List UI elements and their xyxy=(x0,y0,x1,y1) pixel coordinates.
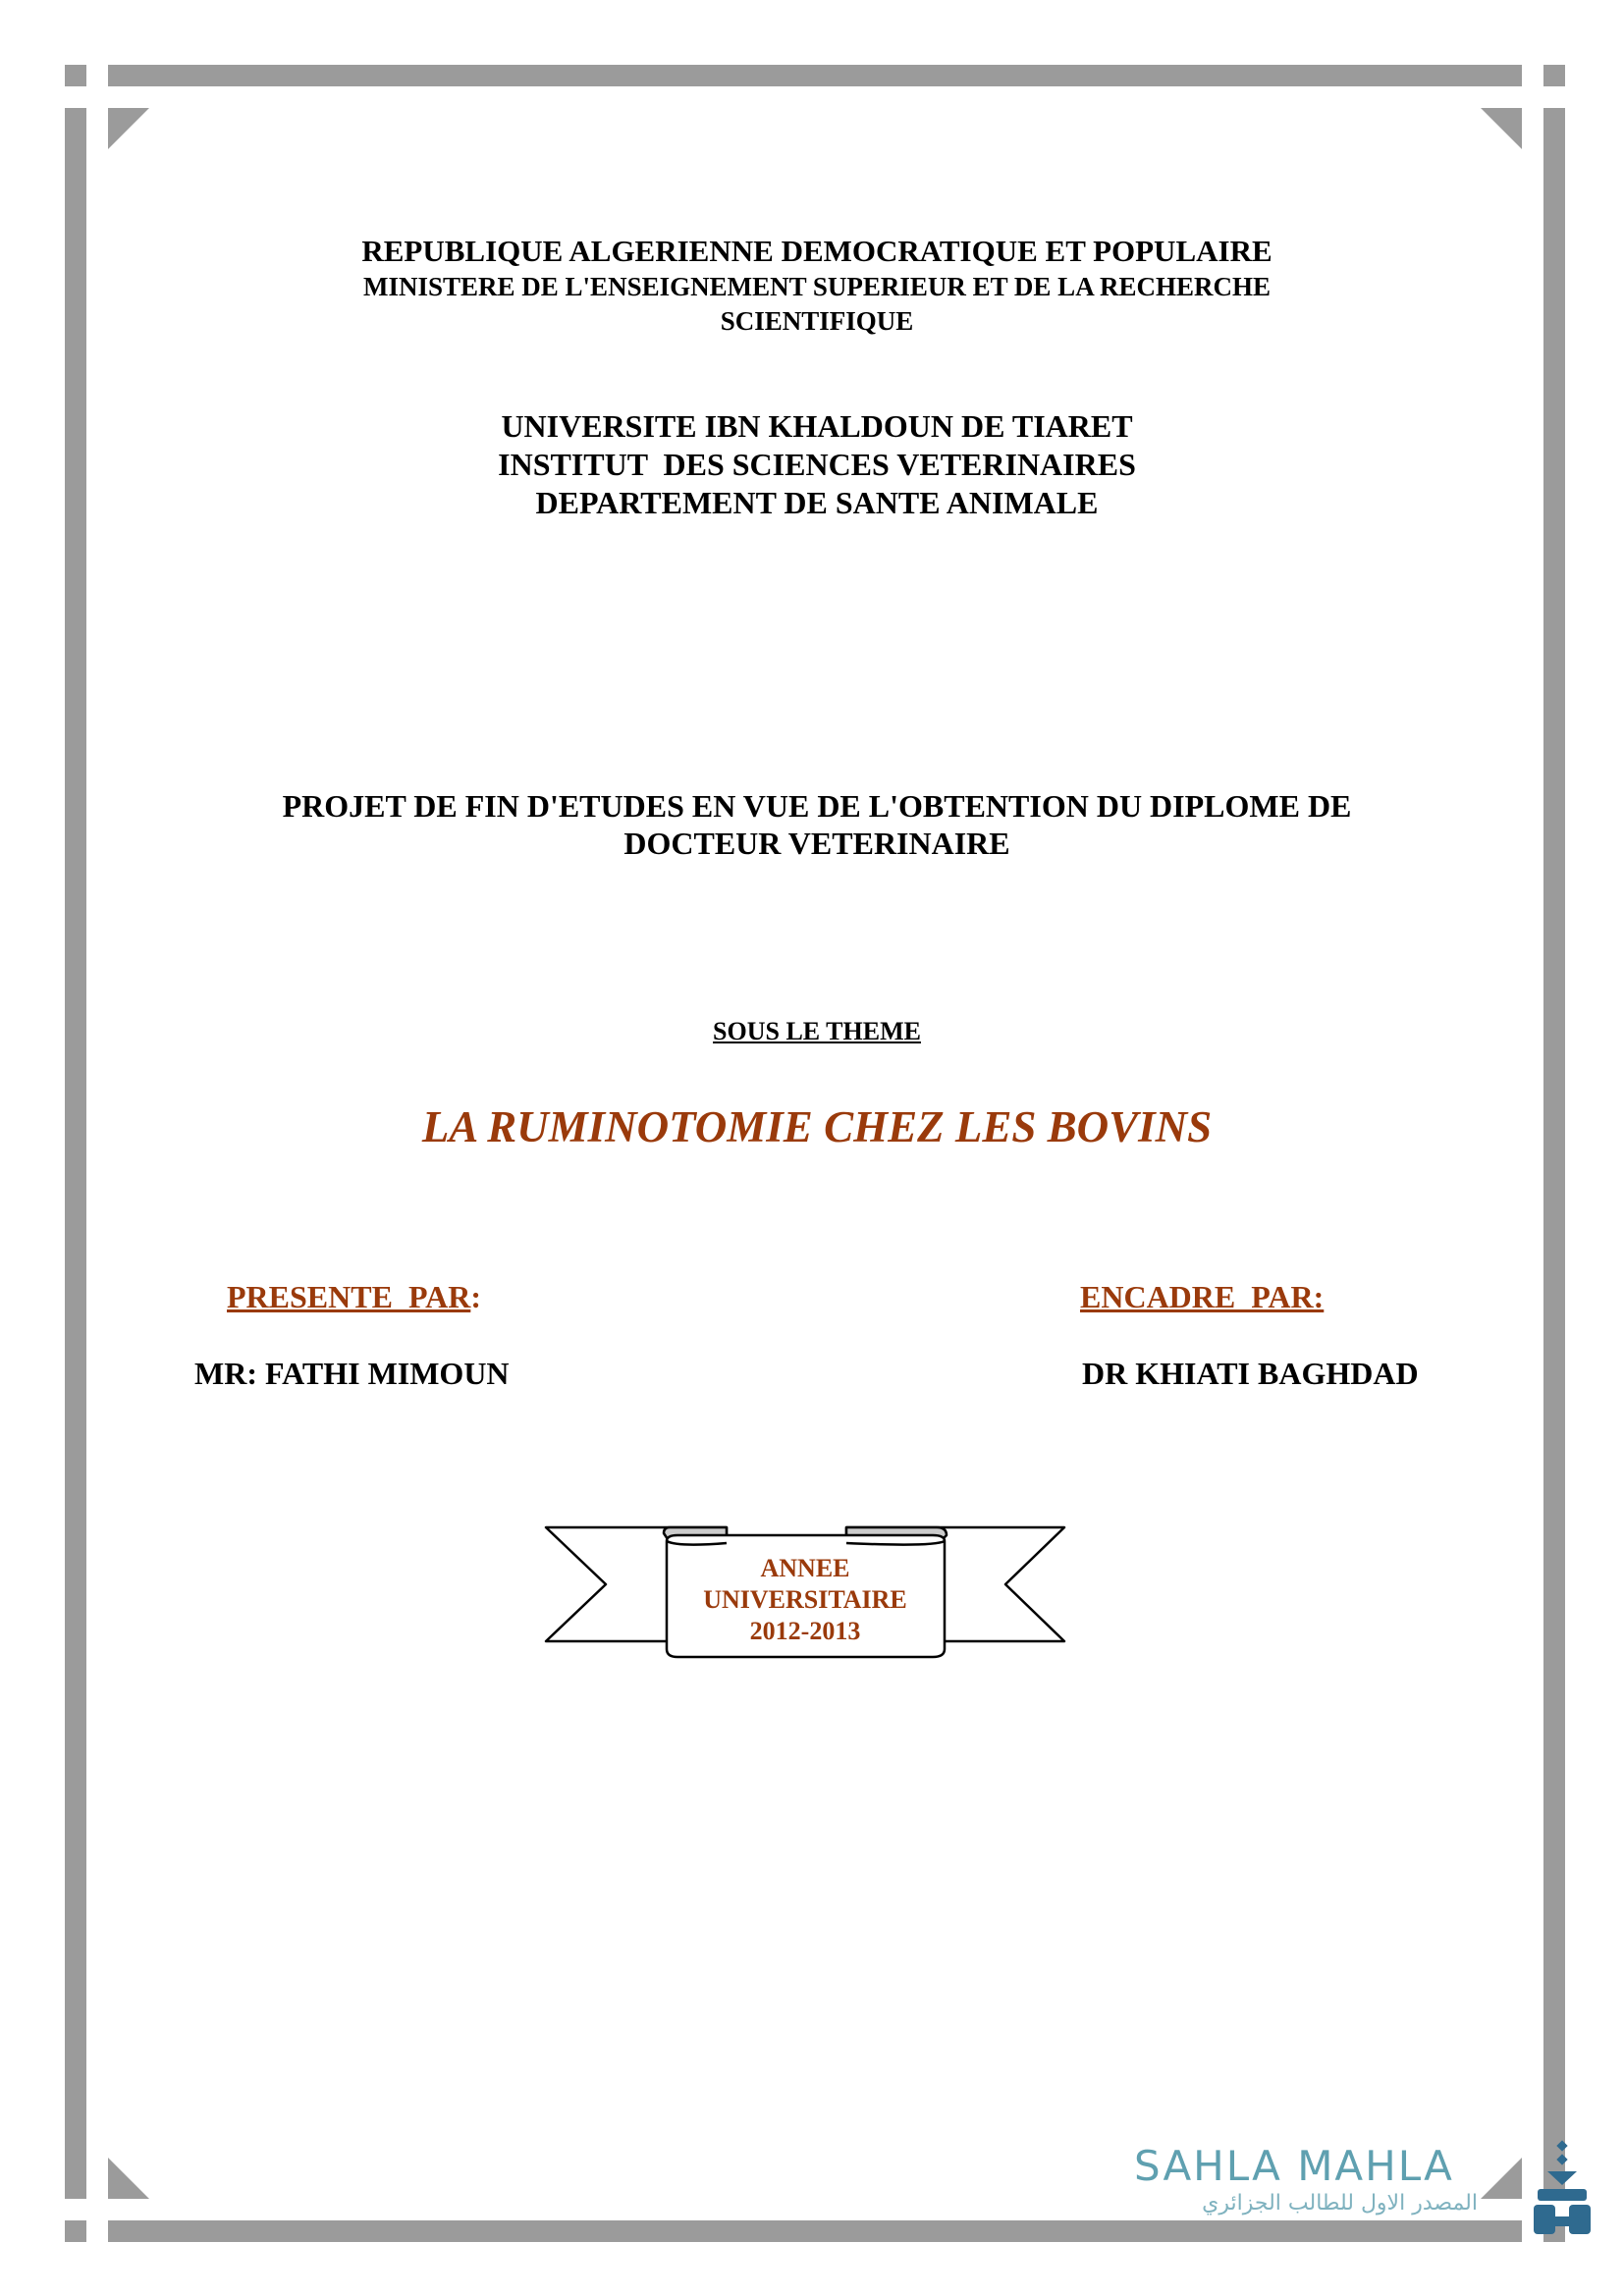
supervisor-name: DR KHIATI BAGHDAD xyxy=(1082,1356,1419,1391)
project-line1: PROJET DE FIN D'ETUDES EN VUE DE L'OBTENTION DU DIPLOME DE xyxy=(282,788,1352,824)
logo-text: SAHLA MAHLA xyxy=(1134,2142,1454,2190)
header-ministry: MINISTERE DE L'ENSEIGNEMENT SUPERIEUR ET DE LA RECHERCHE xyxy=(363,272,1271,301)
corner-triangle xyxy=(108,108,149,149)
frame-corner xyxy=(65,2220,86,2242)
sahla-mahla-logo xyxy=(1129,2140,1610,2238)
presented-by-label: PRESENTE PAR xyxy=(227,1279,471,1314)
university-name: UNIVERSITE IBN KHALDOUN DE TIARET xyxy=(501,408,1133,444)
banner-line-2: UNIVERSITAIRE xyxy=(703,1585,907,1614)
frame-corner xyxy=(1543,65,1565,86)
logo-emblem-icon xyxy=(1530,2140,1595,2238)
header-republic: REPUBLIQUE ALGERIENNE DEMOCRATIQUE ET POPULAIRE xyxy=(361,234,1272,268)
theme-label-wrap xyxy=(0,1017,1624,1046)
thesis-title: LA RUMINOTOMIE CHEZ LES BOVINS xyxy=(421,1102,1213,1151)
presented-by-label-wrap xyxy=(227,1279,481,1315)
banner-line-1: ANNEE xyxy=(760,1554,850,1582)
header-ministry-cont: SCIENTIFIQUE xyxy=(720,306,914,336)
logo-subtitle: المصدر الاول للطالب الجزائري xyxy=(1202,2191,1478,2216)
academic-year-banner xyxy=(530,1512,1080,1688)
frame-corner xyxy=(65,65,86,86)
theme-label: SOUS LE THEME xyxy=(713,1017,921,1045)
student-name: MR: FATHI MIMOUN xyxy=(194,1356,510,1391)
corner-triangle xyxy=(1481,108,1522,149)
project-line2: DOCTEUR VETERINAIRE xyxy=(623,826,1010,861)
presented-by-colon: : xyxy=(470,1279,481,1314)
frame-top xyxy=(108,65,1522,86)
banner-line-3: 2012-2013 xyxy=(749,1617,861,1645)
institute-name: INSTITUT DES SCIENCES VETERINAIRES xyxy=(498,447,1136,482)
corner-triangle xyxy=(108,2158,149,2199)
supervised-by-label: ENCADRE PAR: xyxy=(1080,1279,1325,1314)
department-name: DEPARTEMENT DE SANTE ANIMALE xyxy=(535,485,1099,520)
